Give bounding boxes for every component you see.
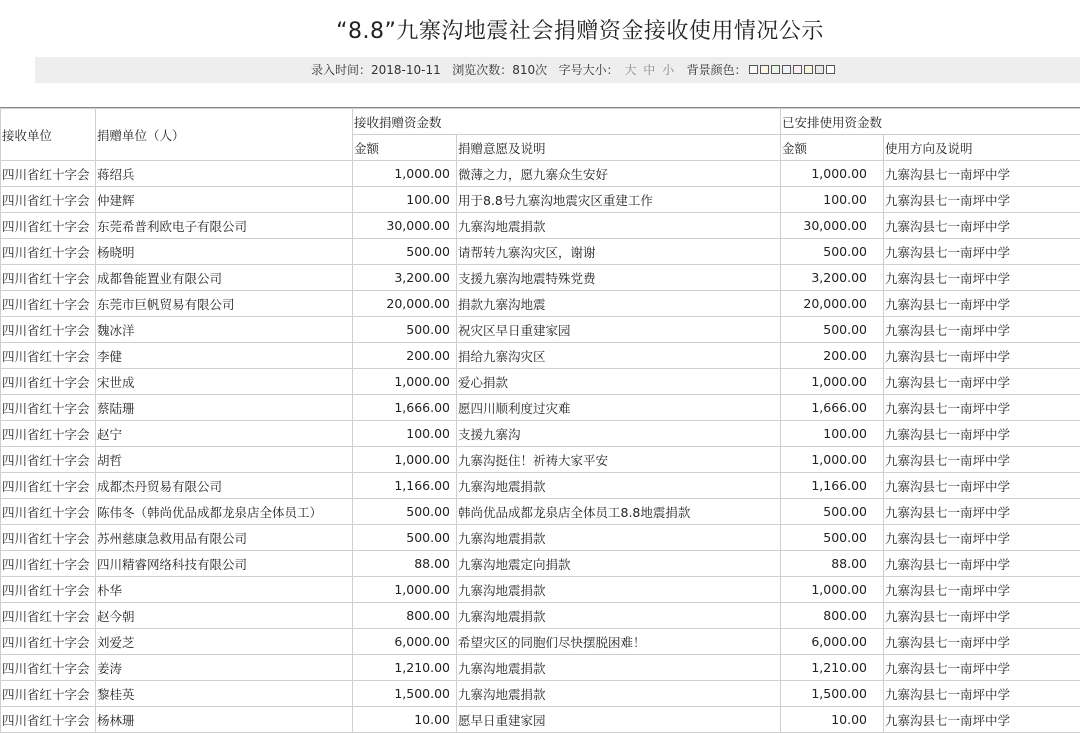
cell-donation-note: 请帮转九寨沟灾区，谢谢 (457, 239, 781, 265)
bg-color-swatch-1[interactable] (749, 65, 758, 74)
cell-use-direction: 九寨沟县七一南坪中学 (884, 447, 1080, 473)
header-used-group: 已安排使用资金数 (781, 109, 1080, 135)
header-used-note: 使用方向及说明 (884, 135, 1080, 161)
table-row (1, 473, 1080, 499)
cell-used-amount: 1,666.00 (781, 395, 884, 421)
cell-use-direction: 九寨沟县七一南坪中学 (884, 603, 1080, 629)
cell-received-amount: 6,000.00 (353, 629, 457, 655)
cell-used-amount: 88.00 (781, 551, 884, 577)
cell-donor: 朴华 (96, 577, 353, 603)
cell-donation-note: 愿早日重建家园 (457, 707, 781, 733)
cell-donation-note: 九寨沟地震捐款 (457, 525, 781, 551)
cell-donor: 成都鲁能置业有限公司 (96, 265, 353, 291)
cell-donor: 东莞市巨帆贸易有限公司 (96, 291, 353, 317)
cell-donor: 赵宁 (96, 421, 353, 447)
cell-received-amount: 1,500.00 (353, 681, 457, 707)
cell-use-direction: 九寨沟县七一南坪中学 (884, 291, 1080, 317)
cell-received-amount: 88.00 (353, 551, 457, 577)
cell-receiver: 四川省红十字会 (1, 343, 96, 369)
cell-received-amount: 3,200.00 (353, 265, 457, 291)
table-row (1, 317, 1080, 343)
cell-received-amount: 1,166.00 (353, 473, 457, 499)
cell-use-direction: 九寨沟县七一南坪中学 (884, 161, 1080, 187)
table-row (1, 681, 1080, 707)
cell-received-amount: 1,000.00 (353, 577, 457, 603)
cell-used-amount: 1,000.00 (781, 447, 884, 473)
cell-use-direction: 九寨沟县七一南坪中学 (884, 473, 1080, 499)
font-size-medium-link[interactable]: 中 (643, 63, 655, 77)
cell-donor: 四川精睿网络科技有限公司 (96, 551, 353, 577)
cell-donor: 李健 (96, 343, 353, 369)
cell-received-amount: 10.00 (353, 707, 457, 733)
cell-donation-note: 愿四川顺利度过灾难 (457, 395, 781, 421)
cell-donation-note: 爱心捐款 (457, 369, 781, 395)
cell-used-amount: 200.00 (781, 343, 884, 369)
views-count: 810次 (512, 63, 547, 77)
bg-color-swatch-6[interactable] (804, 65, 813, 74)
cell-used-amount: 1,000.00 (781, 161, 884, 187)
cell-received-amount: 1,210.00 (353, 655, 457, 681)
cell-use-direction: 九寨沟县七一南坪中学 (884, 577, 1080, 603)
table-row (1, 369, 1080, 395)
cell-receiver: 四川省红十字会 (1, 707, 96, 733)
cell-donation-note: 捐款九寨沟地震 (457, 291, 781, 317)
cell-used-amount: 100.00 (781, 421, 884, 447)
cell-donor: 成都杰丹贸易有限公司 (96, 473, 353, 499)
cell-received-amount: 1,666.00 (353, 395, 457, 421)
cell-donation-note: 九寨沟地震捐款 (457, 603, 781, 629)
cell-use-direction: 九寨沟县七一南坪中学 (884, 525, 1080, 551)
bg-color-swatch-7[interactable] (815, 65, 824, 74)
cell-donation-note: 九寨沟地震捐款 (457, 473, 781, 499)
cell-received-amount: 500.00 (353, 239, 457, 265)
cell-used-amount: 500.00 (781, 499, 884, 525)
cell-received-amount: 20,000.00 (353, 291, 457, 317)
table-row (1, 239, 1080, 265)
cell-used-amount: 3,200.00 (781, 265, 884, 291)
cell-receiver: 四川省红十字会 (1, 369, 96, 395)
cell-use-direction: 九寨沟县七一南坪中学 (884, 421, 1080, 447)
cell-receiver: 四川省红十字会 (1, 525, 96, 551)
cell-used-amount: 1,210.00 (781, 655, 884, 681)
cell-receiver: 四川省红十字会 (1, 681, 96, 707)
table-row (1, 161, 1080, 187)
views-label: 浏览次数： (452, 63, 512, 77)
cell-donation-note: 九寨沟地震定向捐款 (457, 551, 781, 577)
cell-donor: 赵今朝 (96, 603, 353, 629)
table-row (1, 499, 1080, 525)
cell-received-amount: 1,000.00 (353, 447, 457, 473)
bg-color-swatch-4[interactable] (782, 65, 791, 74)
cell-used-amount: 500.00 (781, 317, 884, 343)
cell-use-direction: 九寨沟县七一南坪中学 (884, 499, 1080, 525)
cell-used-amount: 500.00 (781, 525, 884, 551)
table-row (1, 343, 1080, 369)
cell-receiver: 四川省红十字会 (1, 265, 96, 291)
cell-donation-note: 韩尚优品成都龙泉店全体员工8.8地震捐款 (457, 499, 781, 525)
cell-receiver: 四川省红十字会 (1, 473, 96, 499)
cell-donor: 刘爱芝 (96, 629, 353, 655)
bg-color-swatches (747, 63, 835, 77)
bg-color-swatch-3[interactable] (771, 65, 780, 74)
header-received-note: 捐赠意愿及说明 (457, 135, 781, 161)
table-row (1, 551, 1080, 577)
cell-use-direction: 九寨沟县七一南坪中学 (884, 343, 1080, 369)
cell-receiver: 四川省红十字会 (1, 655, 96, 681)
cell-receiver: 四川省红十字会 (1, 161, 96, 187)
cell-donation-note: 九寨沟地震捐款 (457, 681, 781, 707)
bg-color-swatch-8[interactable] (826, 65, 835, 74)
cell-use-direction: 九寨沟县七一南坪中学 (884, 551, 1080, 577)
cell-receiver: 四川省红十字会 (1, 577, 96, 603)
cell-used-amount: 20,000.00 (781, 291, 884, 317)
cell-use-direction: 九寨沟县七一南坪中学 (884, 629, 1080, 655)
entry-time: 2018-10-11 (371, 63, 441, 77)
cell-received-amount: 1,000.00 (353, 161, 457, 187)
bg-color-label: 背景颜色： (687, 63, 747, 77)
cell-received-amount: 30,000.00 (353, 213, 457, 239)
cell-use-direction: 九寨沟县七一南坪中学 (884, 707, 1080, 733)
cell-use-direction: 九寨沟县七一南坪中学 (884, 239, 1080, 265)
font-size-small-link[interactable]: 小 (662, 63, 674, 77)
cell-use-direction: 九寨沟县七一南坪中学 (884, 213, 1080, 239)
cell-receiver: 四川省红十字会 (1, 317, 96, 343)
cell-donation-note: 捐给九寨沟灾区 (457, 343, 781, 369)
bg-color-swatch-5[interactable] (793, 65, 802, 74)
cell-use-direction: 九寨沟县七一南坪中学 (884, 187, 1080, 213)
article-info-bar (35, 57, 1080, 83)
entry-time-label: 录入时间： (311, 63, 371, 77)
cell-donation-note: 九寨沟地震捐款 (457, 213, 781, 239)
table-header-row (1, 109, 1080, 135)
cell-donor: 姜涛 (96, 655, 353, 681)
cell-used-amount: 1,500.00 (781, 681, 884, 707)
page-title: “8.8”九寨沟地震社会捐赠资金接收使用情况公示 (0, 14, 1080, 45)
header-received-amount: 金额 (353, 135, 457, 161)
cell-donor: 蒋绍兵 (96, 161, 353, 187)
cell-used-amount: 100.00 (781, 187, 884, 213)
table-body (1, 161, 1080, 733)
table-row (1, 707, 1080, 733)
font-size-label: 字号大小： (559, 63, 619, 77)
cell-donation-note: 九寨沟地震捐款 (457, 655, 781, 681)
table-row (1, 577, 1080, 603)
cell-received-amount: 500.00 (353, 499, 457, 525)
cell-donor: 魏冰洋 (96, 317, 353, 343)
table-row (1, 265, 1080, 291)
cell-donation-note: 支援九寨沟地震特殊党费 (457, 265, 781, 291)
table-row (1, 421, 1080, 447)
cell-receiver: 四川省红十字会 (1, 239, 96, 265)
header-donor: 捐赠单位（人） (96, 109, 353, 161)
cell-used-amount: 1,000.00 (781, 369, 884, 395)
cell-receiver: 四川省红十字会 (1, 213, 96, 239)
cell-received-amount: 100.00 (353, 187, 457, 213)
cell-received-amount: 500.00 (353, 317, 457, 343)
cell-receiver: 四川省红十字会 (1, 421, 96, 447)
cell-donation-note: 支援九寨沟 (457, 421, 781, 447)
cell-receiver: 四川省红十字会 (1, 499, 96, 525)
cell-used-amount: 1,000.00 (781, 577, 884, 603)
table-row (1, 603, 1080, 629)
cell-used-amount: 6,000.00 (781, 629, 884, 655)
font-size-large-link[interactable]: 大 (624, 63, 636, 77)
cell-receiver: 四川省红十字会 (1, 395, 96, 421)
cell-received-amount: 100.00 (353, 421, 457, 447)
cell-used-amount: 500.00 (781, 239, 884, 265)
cell-donation-note: 九寨沟地震捐款 (457, 577, 781, 603)
header-used-amount: 金额 (781, 135, 884, 161)
cell-donor: 东莞希普利欧电子有限公司 (96, 213, 353, 239)
table-row (1, 395, 1080, 421)
cell-donor: 杨林珊 (96, 707, 353, 733)
table-row (1, 447, 1080, 473)
cell-donation-note: 九寨沟挺住！祈祷大家平安 (457, 447, 781, 473)
cell-donor: 陈伟冬（韩尚优品成都龙泉店全体员工） (96, 499, 353, 525)
cell-use-direction: 九寨沟县七一南坪中学 (884, 395, 1080, 421)
cell-donor: 蔡陆珊 (96, 395, 353, 421)
cell-receiver: 四川省红十字会 (1, 447, 96, 473)
cell-received-amount: 800.00 (353, 603, 457, 629)
cell-use-direction: 九寨沟县七一南坪中学 (884, 655, 1080, 681)
cell-use-direction: 九寨沟县七一南坪中学 (884, 681, 1080, 707)
donation-table (0, 108, 1080, 733)
cell-used-amount: 800.00 (781, 603, 884, 629)
cell-donation-note: 希望灾区的同胞们尽快摆脱困难！ (457, 629, 781, 655)
cell-receiver: 四川省红十字会 (1, 187, 96, 213)
cell-used-amount: 10.00 (781, 707, 884, 733)
cell-received-amount: 200.00 (353, 343, 457, 369)
cell-received-amount: 1,000.00 (353, 369, 457, 395)
table-row (1, 187, 1080, 213)
cell-use-direction: 九寨沟县七一南坪中学 (884, 317, 1080, 343)
cell-donor: 黎桂英 (96, 681, 353, 707)
cell-used-amount: 30,000.00 (781, 213, 884, 239)
cell-donor: 仲建辉 (96, 187, 353, 213)
cell-donor: 胡哲 (96, 447, 353, 473)
cell-used-amount: 1,166.00 (781, 473, 884, 499)
cell-donation-note: 用于8.8号九寨沟地震灾区重建工作 (457, 187, 781, 213)
table-row (1, 629, 1080, 655)
cell-use-direction: 九寨沟县七一南坪中学 (884, 265, 1080, 291)
cell-use-direction: 九寨沟县七一南坪中学 (884, 369, 1080, 395)
cell-donor: 宋世成 (96, 369, 353, 395)
table-row (1, 291, 1080, 317)
bg-color-swatch-2[interactable] (760, 65, 769, 74)
cell-receiver: 四川省红十字会 (1, 291, 96, 317)
cell-received-amount: 500.00 (353, 525, 457, 551)
cell-donation-note: 祝灾区早日重建家园 (457, 317, 781, 343)
cell-receiver: 四川省红十字会 (1, 629, 96, 655)
cell-receiver: 四川省红十字会 (1, 551, 96, 577)
header-receiver: 接收单位 (1, 109, 96, 161)
cell-receiver: 四川省红十字会 (1, 603, 96, 629)
table-row (1, 213, 1080, 239)
table-row (1, 655, 1080, 681)
table-row (1, 525, 1080, 551)
header-received-group: 接收捐赠资金数 (353, 109, 781, 135)
cell-donor: 苏州慈康急救用品有限公司 (96, 525, 353, 551)
cell-donor: 杨晓明 (96, 239, 353, 265)
cell-donation-note: 微薄之力，愿九寨众生安好 (457, 161, 781, 187)
